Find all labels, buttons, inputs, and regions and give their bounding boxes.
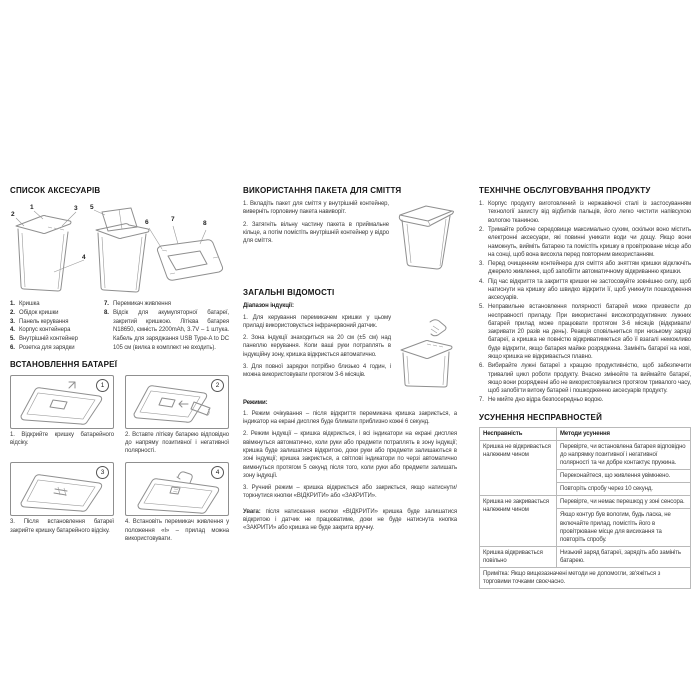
middle-column: [243, 186, 457, 536]
maintenance-item: 1. Корпус продукту виготовлений із нержавіючої сталі із застосуванням технології захисту від відбитків пальців, його легко чистити напівсухою вологою тканиною.: [479, 201, 691, 224]
part-item: 7. Перемикач живлення: [104, 301, 171, 308]
step-number-badge: 3: [96, 466, 109, 479]
accessories-column: [10, 186, 229, 547]
callout-6: 6: [145, 219, 149, 227]
callout-7: 7: [171, 216, 175, 224]
method-cell: Перевірте, чи встановлена батарея відповідно до напрямку позитивної і негативної полярності та чи добре контактує пружина.: [557, 440, 691, 469]
step-caption: 2. Вставте літієву батарею відповідно до напряму позитивної і негативної полярності.: [125, 431, 229, 455]
general-title: ЗАГАЛЬНІ ВІДОМОСТІ: [243, 288, 335, 298]
maintenance-item: 7. Не мийте дно відра безпосередньо водою.: [479, 397, 604, 404]
battery-step-4: [125, 462, 229, 547]
part-item: 5. Внутрішній контейнер: [10, 335, 78, 342]
sensor-hand-bin-icon: [397, 314, 457, 388]
method-cell: Повторіть спробу через 10 секунд.: [557, 483, 691, 496]
problem-cell: Кришка не відкривається належним чином: [480, 440, 557, 495]
method-cell: Якщо контур був вологим, будь ласка, не включайте прилад, помістіть його в провітрюване місце для висихання та повторіть спробу.: [557, 509, 691, 546]
maintenance-item: 5. Неправильне встановлення полярності батарей може призвести до несправності приладу. При використанні високопродуктивних лужних батарей прилад може працювати протягом 3-6 місяців (відкривати/закривати 20 разів на день). Реакція сповільниться при низькому заряді батареї, а кришка не повністю відкриватиметься або її взагалі неможливо буде відкрити, якщо батарея майже розряджена. Замініть батареї на нові, якщо кришка не відкривається плавно.: [479, 304, 691, 360]
problem-cell: Кришка відкривається повільно: [480, 546, 557, 567]
accessories-figure: [10, 200, 229, 296]
inner-container-figure: [395, 200, 457, 277]
maintenance-list: [479, 200, 691, 404]
mode-manual: 3. Ручний режим – кришка відкриється або закриється, якщо натиснути/торкнутися кнопки «ВІДКРИТИ» або «ЗАКРИТИ».: [243, 485, 457, 500]
troubleshooting-table: [479, 427, 691, 589]
bag-step-2: 2. Затягніть вільну частину пакета в приймальне кільце, а потім помістіть внутрішній контейнер у відро для сміття.: [243, 221, 389, 245]
battery-step-2: [125, 375, 229, 460]
maintenance-item: 4. Під час відкриття та закриття кришки не застосовуйте зовнішню силу, щоб натиснути на кришку або швидко відкрити її, щоб уникнути пошкодження аксесуарів.: [479, 278, 691, 302]
troubleshooting-title: УСУНЕННЯ НЕСПРАВНОСТЕЙ: [479, 412, 603, 422]
induction-range-title: Діапазон індукції:: [243, 303, 294, 310]
callout-1: 1: [30, 204, 34, 212]
table-note-row: [480, 567, 691, 588]
bins-line-drawing-icon: [10, 200, 229, 296]
problem-cell: Кришка не закривається належним чином: [480, 496, 557, 546]
step-panel: [10, 375, 114, 429]
battery-title: ВСТАНОВЛЕННЯ БАТАРЕЇ: [10, 360, 118, 370]
step-caption: 1. Відкрийте кришку батарейного відсіку.: [10, 431, 114, 446]
callout-8: 8: [203, 220, 207, 228]
maintenance-item: 2. Тримайте робоче середовище максимально сухим, оскільки воно містить електронні аксесуари, які повинні уникати води чи дощу. Якщо вони намокнуть, вийміть батарею та помістіть кришку в провітрюване місце або на сонці, щоб вона висохла перед повторним використанням.: [479, 226, 691, 258]
maintenance-item: 3. Перед очищенням контейнера для сміття або зняттям кришки відключіть джерело живлення, щоб запобігти автоматичному відкриванню кришки.: [479, 261, 691, 276]
sensor-bin-figure: [397, 314, 457, 393]
battery-steps-grid: [10, 375, 229, 548]
step-caption: 3. Після встановлення батареї закрийте кришку батарейного відсіку.: [10, 519, 114, 534]
step-number-badge: 1: [96, 379, 109, 392]
column-header-problem: Несправність: [480, 427, 557, 440]
callout-4: 4: [82, 254, 86, 262]
part-item: 8. Відсік для акумуляторної батареї, закритий кришкою. Літієва батарея N18650, ємність 2200mAh, 3.7V – 1 штука. Кабель для заряджання USB Type-A to DC 105 см (вилка в комплект не входить).: [104, 309, 229, 351]
step-panel: [125, 462, 229, 516]
part-item: 4. Корпус контейнера: [10, 327, 71, 334]
parts-list: [10, 300, 229, 352]
callout-5: 5: [90, 204, 94, 212]
part-item: 6. Розетка для зарядки: [10, 344, 75, 351]
maintenance-title: ТЕХНІЧНЕ ОБСЛУГОВУВАННЯ ПРОДУКТУ: [479, 186, 651, 195]
method-cell: Перевірте, чи немає перешкод у зоні сенсора.: [557, 496, 691, 509]
attention-label: Увага:: [243, 508, 261, 515]
mode-standby: 1. Режим очікування – після відкриття перемикача кришка закриється, а індикатор на екрані дисплея буде блимати приблизно кожні 6 секунд.: [243, 410, 457, 426]
part-item: 2. Обідок кришки: [10, 309, 59, 316]
table-header-row: [480, 427, 691, 440]
step-number-badge: 4: [211, 466, 224, 479]
inner-container-icon: [395, 200, 457, 272]
table-row: [480, 546, 691, 567]
battery-step-3: [10, 462, 114, 547]
range-item-1: 1. Для керування перемикачем кришки у цьому приладі використовується інфрачервоний датчик.: [243, 314, 391, 329]
induction-range-section: [243, 314, 457, 393]
maintenance-item: 6. Вибирайте лужні батареї з кращою продуктивністю, щоб забезпечити тривалий цикл роботи продукту. Вчасно змінюйте та виймайте батареї, якщо вони розряджені або не використовувалися протягом тривалого часу, щоб запобігти витоку батарей і пошкодженню аксесуарів продукту.: [479, 363, 691, 395]
column-header-methods: Методи усунення: [557, 427, 691, 440]
table-row: [480, 496, 691, 509]
modes-title: Режими:: [243, 399, 268, 406]
callout-3: 3: [74, 205, 78, 213]
table-row: [480, 440, 691, 469]
bag-step-1: 1. Вкладіть пакет для сміття у внутрішній контейнер, виверніть горловину пакета навиворіт.: [243, 201, 389, 216]
attention-note: [243, 508, 457, 533]
step-number-badge: 2: [211, 379, 224, 392]
bag-section: [243, 200, 457, 280]
right-column: [479, 186, 691, 589]
step-caption: 4. Встановіть перемикач живлення у положення «І» – прилад можна використовувати.: [125, 519, 229, 542]
table-note: Примітка: Якщо вищезазначені методи не допомогли, зв'яжіться з торговими точками своєчасно.: [480, 567, 691, 588]
range-item-3: 3. Для повної зарядки потрібно близько 4 годин, і можна використовувати протягом 3-6 місяців.: [243, 363, 391, 379]
battery-step-1: [10, 375, 114, 460]
range-item-2: 2. Зона індукції знаходиться на 20 см (±5 см) над панеллю керування. Коли ваші руки потраплять в індукційну зону, кришка відкриється автоматично.: [243, 335, 391, 358]
callout-2: 2: [11, 211, 15, 219]
step-panel: [10, 462, 114, 516]
part-item: 1. Кришка: [10, 301, 40, 308]
method-cell: Переконайтеся, що живлення увімкнено.: [557, 470, 691, 483]
method-cell: Низький заряд батареї, зарядіть або замініть батарею.: [557, 546, 691, 567]
step-panel: [125, 375, 229, 429]
attention-text: після натискання кнопки «ВІДКРИТИ» кришка буде залишатися відкритою і датчик не працюватиме, доки не буде натиснута кнопка «ЗАКРИТИ» або кришка не буде закрита вручну.: [243, 508, 457, 532]
part-item: 3. Панель керування: [10, 318, 69, 325]
accessories-title: СПИСОК АКСЕСУАРІВ: [10, 186, 101, 195]
mode-induction: 2. Режим індукції – кришка відкриється, і всі індикатори на екрані дисплея ввімкнуться автоматично, коли руки або предмети потраплять в зону індукції; кришка буде залишатися відкритою, доки руки або предмети залишаються в зоні індукції; кришка закриється, а світлові індикатори по черзі автоматично вимкнуться протягом 5 секунд після того, коли руки або предмети залишать зону індукції.: [243, 431, 457, 479]
bag-title: ВИКОРИСТАННЯ ПАКЕТА ДЛЯ СМІТТЯ: [243, 186, 402, 195]
